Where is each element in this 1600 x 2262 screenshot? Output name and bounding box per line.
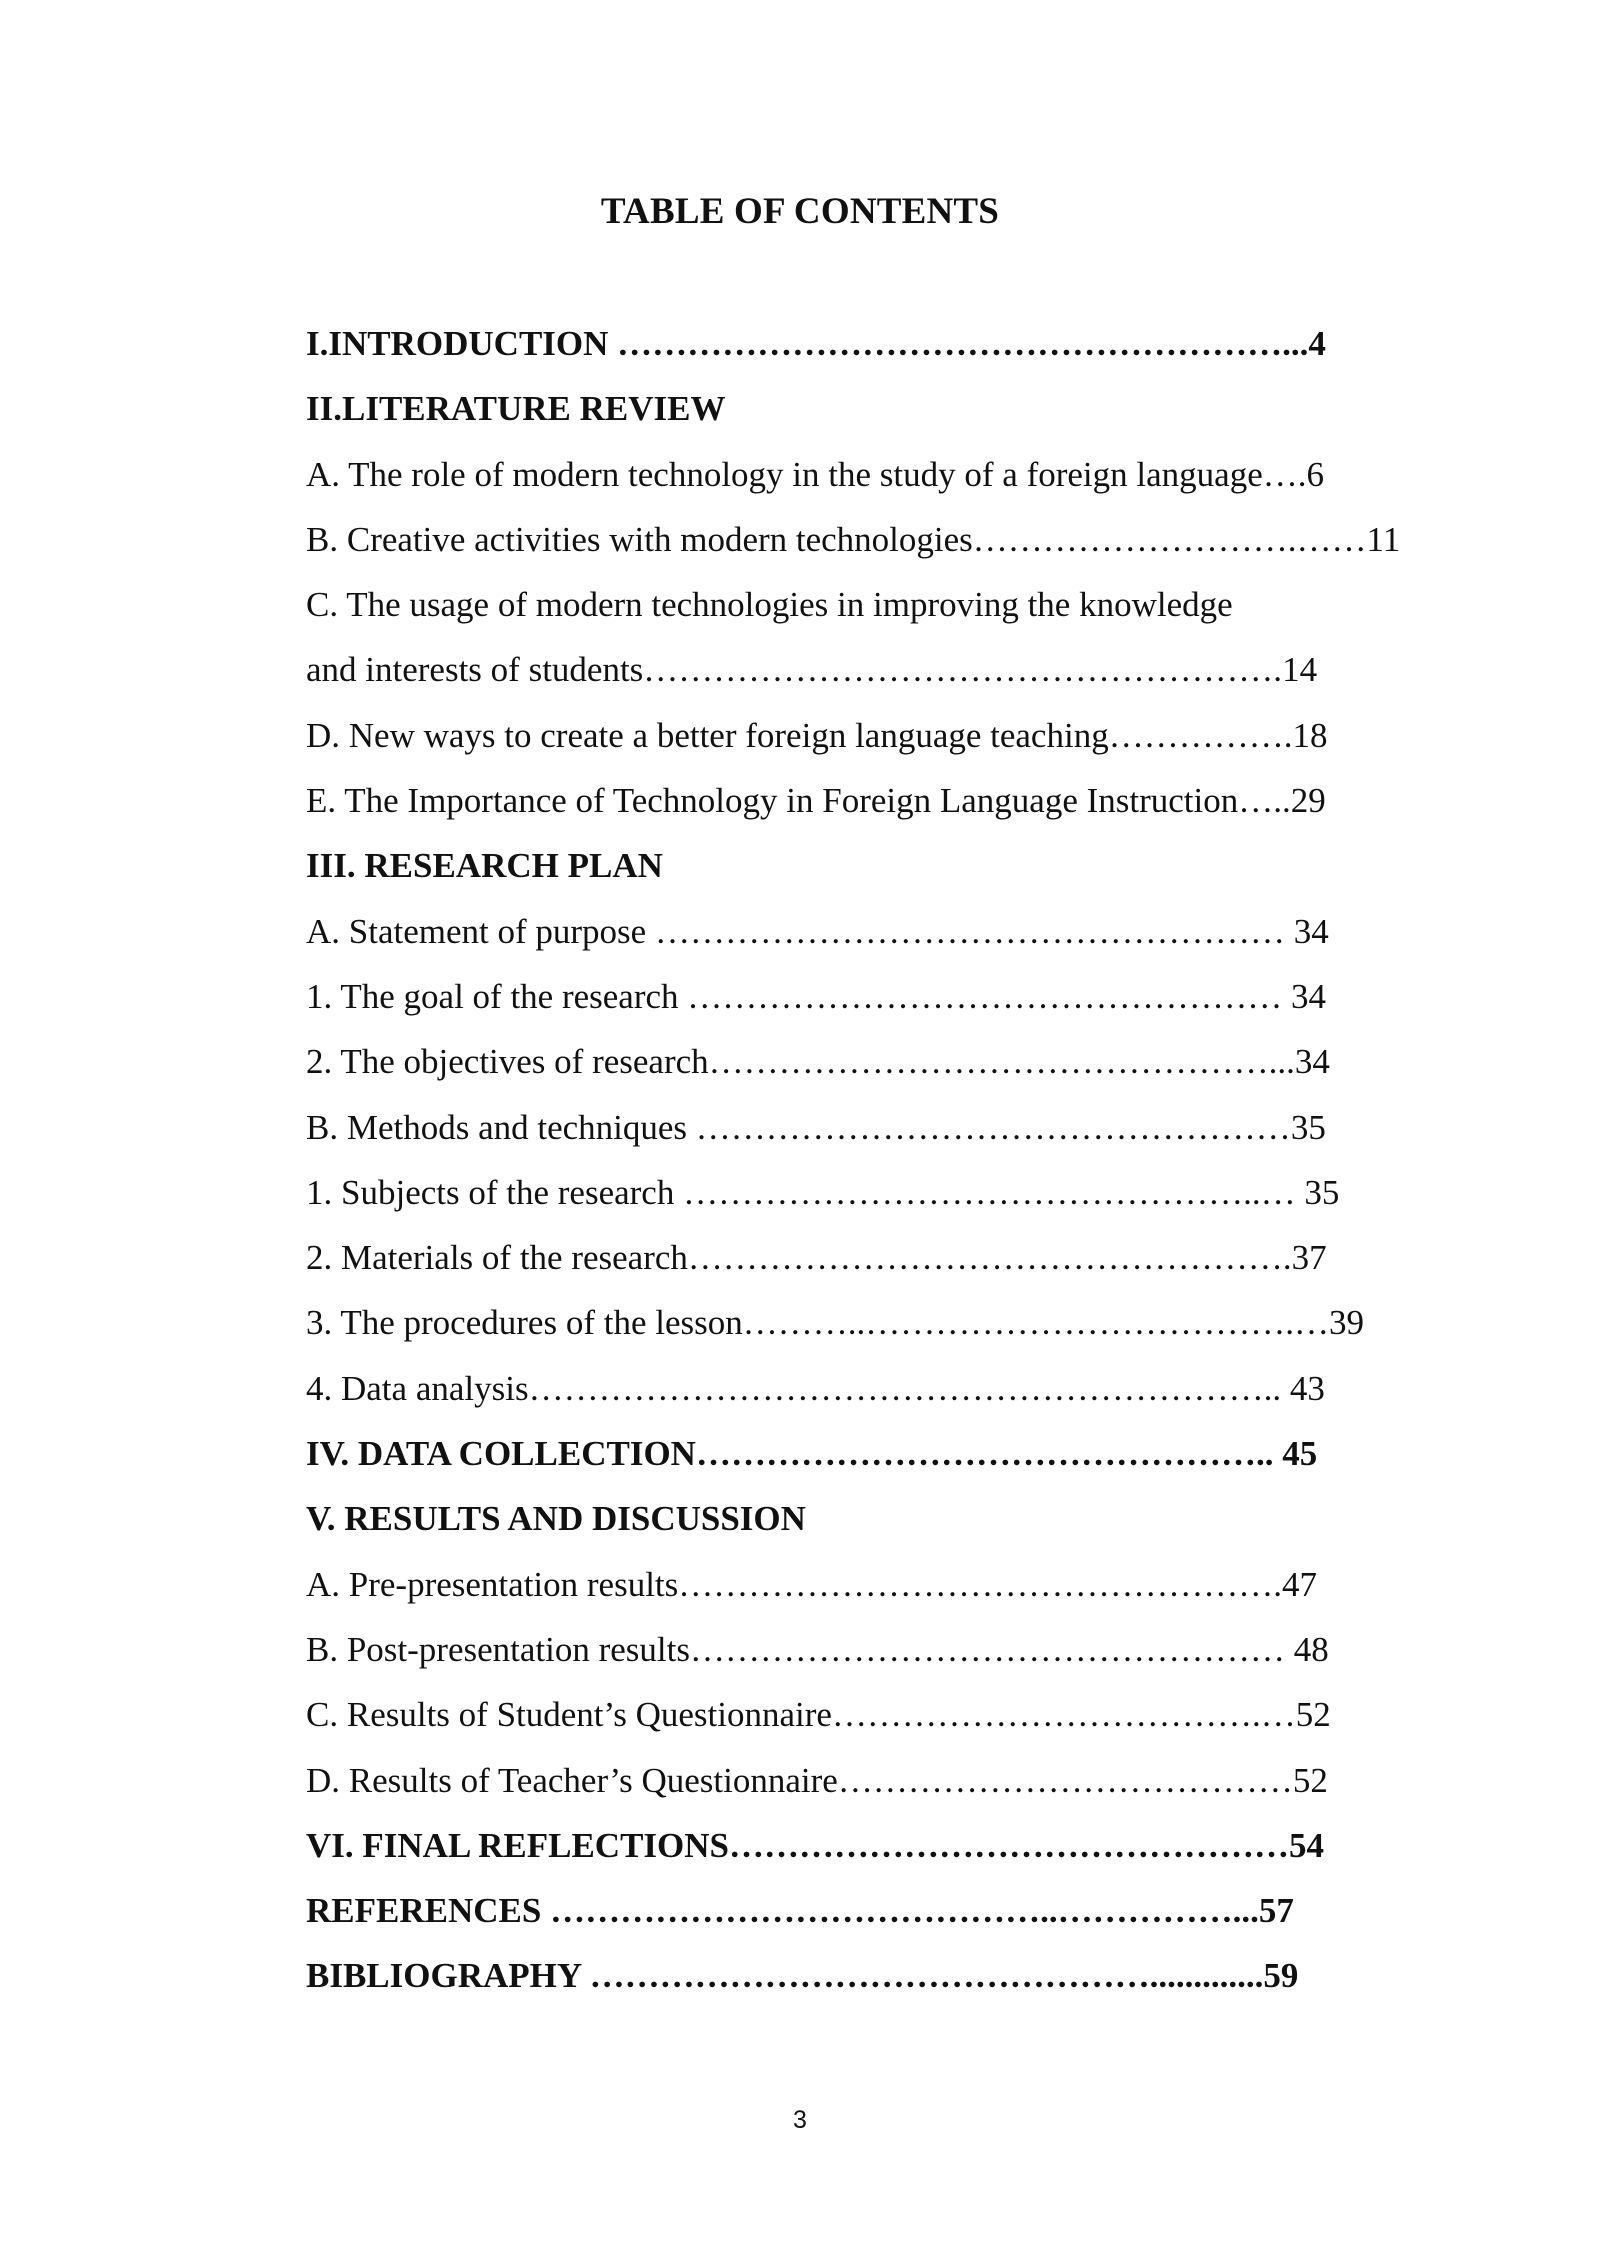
- toc-entry-page: 54: [1289, 1825, 1325, 1865]
- toc-entry-creative-activities: [306, 514, 1416, 579]
- toc-entry-usage-of-modern-technologies: [306, 579, 1416, 644]
- toc-entry-page: 14: [1282, 650, 1318, 690]
- toc-entry-research-plan: [306, 840, 1416, 905]
- toc-entry-literature-review: [306, 383, 1416, 448]
- toc-entry-page: 52: [1295, 1695, 1331, 1735]
- toc-entry-page: 59: [1263, 1956, 1299, 1996]
- toc-entry-importance-of-technology: [306, 775, 1416, 840]
- toc-entry-page: 43: [1289, 1368, 1325, 1408]
- toc-entry-page: 6: [1306, 454, 1324, 494]
- toc-entry-text: E. The Importance of Technology in Foreign Language Instruction…..: [306, 781, 1291, 821]
- toc-entry-statement-of-purpose: [306, 906, 1416, 971]
- toc-entry-goal-of-research: [306, 971, 1416, 1036]
- toc-entry-new-ways: [306, 710, 1416, 775]
- toc-entry-page: 48: [1293, 1629, 1329, 1669]
- toc-entry-data-collection: [306, 1428, 1416, 1493]
- toc-entry-text: 1. The goal of the research ……………………………………………: [306, 976, 1292, 1016]
- toc-entry-text: D. New ways to create a better foreign language teaching…………….: [306, 715, 1293, 755]
- toc-entry-text: REFERENCES ……………………………………..……………...: [306, 1891, 1259, 1931]
- toc-entry-text: D. Results of Teacher’s Questionnaire…………………………………: [306, 1760, 1293, 1800]
- toc-entry-page: 4: [1308, 324, 1326, 363]
- toc-entry-references: [306, 1885, 1416, 1950]
- toc-entry-introduction: [306, 318, 1416, 383]
- toc-entry-page: 35: [1290, 1107, 1326, 1147]
- toc-entry-text: A. Statement of purpose ………………………………………………: [306, 911, 1294, 951]
- toc-entry-procedures-of-lesson: [306, 1297, 1416, 1362]
- toc-entry-role-of-modern-technology: [306, 449, 1416, 514]
- toc-entry-results-and-discussion: [306, 1493, 1416, 1558]
- toc-entry-methods-and-techniques: [306, 1102, 1416, 1167]
- table-of-contents: [306, 318, 1416, 2016]
- toc-entry-page: ..34: [1277, 1042, 1330, 1082]
- toc-entry-page: 34: [1293, 911, 1329, 951]
- toc-entry-student-questionnaire: [306, 1689, 1416, 1754]
- toc-entry-subjects-of-research: [306, 1167, 1416, 1232]
- toc-entry-text: C. Results of Student’s Questionnaire……………………………….…: [306, 1695, 1296, 1735]
- toc-entry-text: 2. Materials of the research…………………………………………….: [306, 1238, 1292, 1278]
- toc-entry-text: III. RESEARCH PLAN: [306, 846, 663, 886]
- page-number: 3: [793, 2106, 807, 2134]
- toc-entry-page: 47: [1282, 1564, 1318, 1604]
- toc-entry-objectives-of-research: [306, 1036, 1416, 1101]
- toc-entry-text: 3. The procedures of the lesson………..……………………………….…: [306, 1303, 1329, 1343]
- toc-entry-teacher-questionnaire: [306, 1755, 1416, 1820]
- toc-entry-text: C. The usage of modern technologies in improving the knowledge: [306, 585, 1233, 625]
- page-title: TABLE OF CONTENTS: [600, 191, 1000, 232]
- toc-entry-page: 34: [1291, 976, 1327, 1016]
- toc-entry-post-presentation-results: [306, 1624, 1416, 1689]
- toc-entry-data-analysis: [306, 1363, 1416, 1428]
- toc-entry-page: 52: [1292, 1760, 1328, 1800]
- toc-entry-text: VI. FINAL REFLECTIONS…………………………………………: [306, 1825, 1290, 1865]
- toc-entry-page: 35: [1304, 1172, 1340, 1212]
- toc-entry-text: B. Creative activities with modern technologies……………………….……: [306, 519, 1367, 559]
- toc-entry-text: II.LITERATURE REVIEW: [306, 389, 726, 429]
- toc-entry-page: 29: [1290, 781, 1326, 821]
- toc-entry-text: B. Methods and techniques ……………………………………………: [306, 1107, 1291, 1147]
- toc-entry-text: and interests of students……………………………………………….: [306, 650, 1283, 690]
- toc-entry-text: B. Post-presentation results……………………………………………: [306, 1629, 1294, 1669]
- toc-entry-pre-presentation-results: [306, 1559, 1416, 1624]
- toc-entry-text: V. RESULTS AND DISCUSSION: [306, 1499, 806, 1539]
- toc-entry-page: 11: [1366, 519, 1401, 559]
- toc-entry-text: A. The role of modern technology in the study of a foreign language….: [306, 454, 1307, 494]
- toc-entry-materials-of-research: [306, 1232, 1416, 1297]
- toc-entry-text: 1. Subjects of the research …………………………………………..…: [306, 1172, 1305, 1212]
- toc-entry-text: 4. Data analysis………………………………………………………..: [306, 1368, 1290, 1408]
- toc-entry-page: 57: [1258, 1891, 1294, 1931]
- toc-entry-bibliography: [306, 1950, 1416, 2015]
- toc-entry-page: 45: [1282, 1434, 1318, 1474]
- toc-entry-final-reflections: [306, 1820, 1416, 1885]
- toc-entry-text: BIBLIOGRAPHY ………………………………………….............: [306, 1956, 1264, 1996]
- toc-entry-text: IV. DATA COLLECTION…………………………………………..: [306, 1434, 1283, 1474]
- toc-entry-text: A. Pre-presentation results…………………………………………….: [306, 1564, 1283, 1604]
- toc-entry-page: 37: [1291, 1238, 1327, 1278]
- toc-entry-text: 2. The objectives of research………………………………………….: [306, 1042, 1278, 1082]
- toc-entry-text: I.INTRODUCTION …………………………………………………...: [306, 324, 1309, 363]
- toc-entry-usage-of-modern-technologies-continued: [306, 644, 1416, 709]
- toc-entry-page: 39: [1328, 1303, 1364, 1343]
- toc-entry-page: 18: [1292, 715, 1328, 755]
